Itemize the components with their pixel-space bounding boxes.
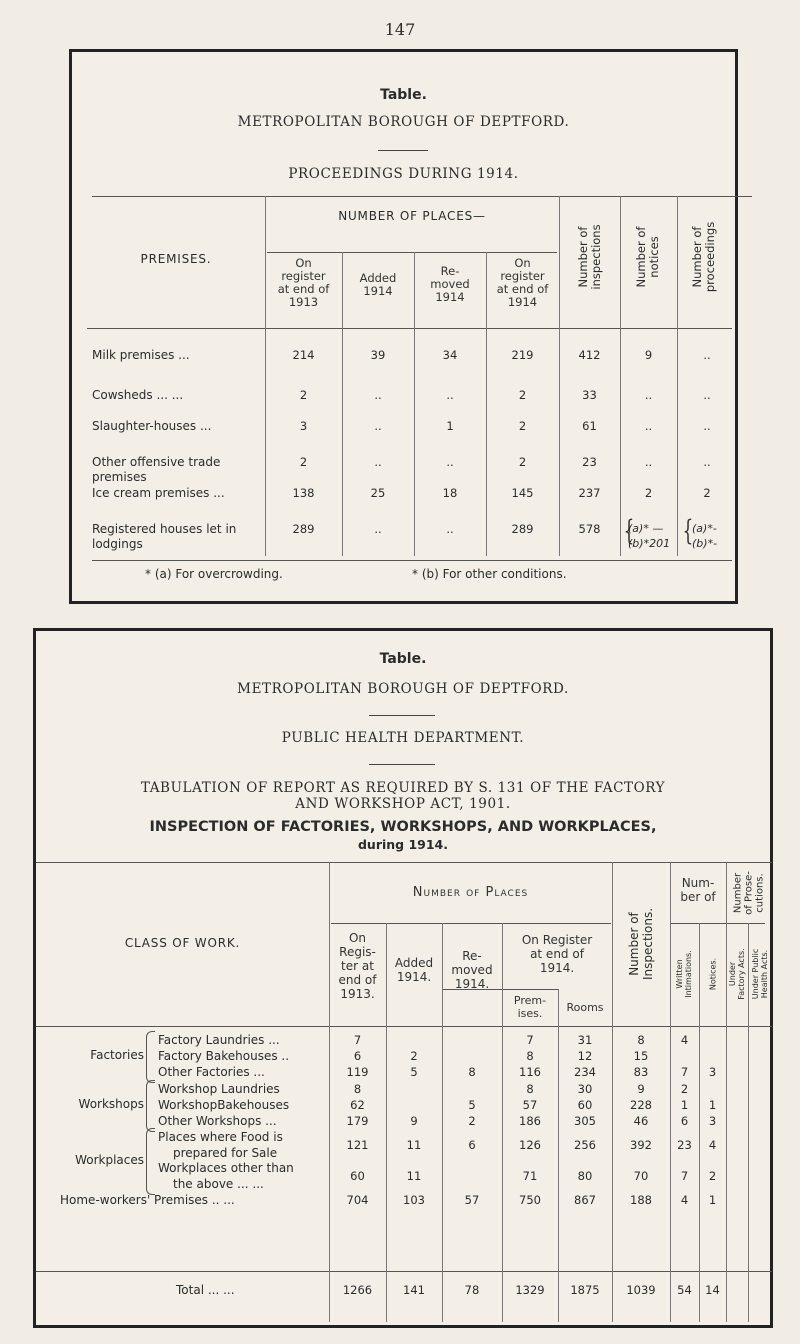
removed-header-2: Re- moved 1914. [451,949,493,991]
value-inspections: 23 [582,455,597,469]
value-total-added: 141 [403,1283,425,1297]
group-label: Factories [90,1048,144,1062]
value-reg1914-premises: 750 [519,1193,541,1207]
value-reg1913: 8 [353,1082,362,1096]
value-total-inspections: 1039 [626,1283,656,1297]
value-notices: 9 [644,348,653,362]
footnote-a: * (a) For overcrowding. [145,567,283,581]
notices-header-2: Notices. [708,957,718,991]
value-inspections: 412 [578,348,601,362]
value-notices: 3 [708,1114,717,1128]
group-brace [146,1080,155,1132]
under-public-health-acts-header: Under Public Health Acts. [751,948,769,1000]
work-class-name: prepared for Sale [173,1146,278,1160]
value-notices: .. [644,419,653,433]
value-added: 11 [406,1138,422,1152]
on-register-1914-header-2: On Register at end of 1914. [521,933,593,975]
value-reg1914-rooms: 305 [574,1114,596,1128]
prosecutions-header: Number of Prose- cutions. [732,871,766,915]
work-class-name: Other Factories ... [158,1065,265,1079]
premises-name: Slaughter-houses ... [92,419,212,433]
premises-name: lodgings [92,537,143,551]
group-brace [146,1031,155,1083]
value-removed: 2 [468,1114,476,1128]
value-written-intimations: 1 [680,1098,689,1112]
work-class-name: Factory Bakehouses .. [158,1049,290,1063]
value-proceedings: .. [703,455,711,469]
value-added: .. [374,522,382,536]
value-inspections: 578 [578,522,601,536]
borough-title: METROPOLITAN BOROUGH OF DEPTFORD. [237,114,570,130]
value-reg1913: 704 [346,1193,369,1207]
value-written-intimations: 2 [680,1082,689,1096]
value-reg1914: 289 [511,522,534,536]
value-added: .. [374,455,382,469]
value-added: 11 [406,1169,422,1183]
value-reg1914-rooms: 60 [577,1098,593,1112]
removed-header: Re- moved 1914 [430,264,470,304]
borough-title-2: METROPOLITAN BOROUGH OF DEPTFORD. [237,681,569,697]
value-proceedings: .. [703,348,711,362]
value-inspections: 392 [630,1138,652,1152]
written-intimations-header: Written Intimations. [675,950,693,998]
value-notices: (a)* — [628,522,664,535]
value-added: 103 [403,1193,425,1207]
value-reg1913: 62 [350,1098,365,1112]
value-inspections: 15 [633,1049,649,1063]
value-reg1914-rooms: 80 [577,1169,593,1183]
value-inspections: 8 [637,1033,645,1047]
on-register-1913-header: On register at end of 1913 [277,256,330,309]
inspections-header: Number of inspections [576,224,603,290]
value-added: .. [374,388,382,402]
group-label: Workshops [78,1097,144,1111]
home-workers-label: Home-workers' Premises .. ... [60,1193,235,1207]
value-notices: 1 [708,1193,717,1207]
value-reg1914: 145 [511,486,534,500]
value-reg1914: 2 [518,388,527,402]
premises-name: Ice cream premises ... [92,486,225,500]
work-class-name: Places where Food is [158,1130,283,1144]
notices-header: Number of notices [634,226,661,288]
value-reg1914-premises: 71 [522,1169,538,1183]
value-reg1914-premises: 126 [519,1138,541,1152]
page-number: 147 [384,20,416,39]
value-reg1914: 2 [518,419,527,433]
value-removed: .. [446,522,454,536]
value-removed: 57 [464,1193,480,1207]
value-total-removed: 78 [464,1283,480,1297]
proceedings-header: Number of proceedings [690,221,717,293]
value-reg1914-rooms: 256 [574,1138,596,1152]
value-notices: 2 [644,486,653,500]
value-removed: .. [446,455,454,469]
total-label: Total ... ... [176,1283,235,1297]
inspections-header-2: Number of Inspections. [627,907,655,981]
footnote-b: * (b) For other conditions. [412,567,567,581]
value-removed: 6 [468,1138,476,1152]
value-reg1913: 7 [353,1033,362,1047]
value-notices: 4 [708,1138,717,1152]
value-removed: 34 [442,348,458,362]
value-added: .. [374,419,382,433]
value-reg1913: 2 [299,455,308,469]
value-reg1914-rooms: 12 [577,1049,593,1063]
value-reg1913: 214 [292,348,315,362]
value-written-intimations: 4 [680,1033,689,1047]
value-proceedings: 2 [703,486,711,500]
value-reg1914-rooms: 867 [574,1193,596,1207]
value-inspections: 228 [630,1098,652,1112]
value-added: 9 [410,1114,418,1128]
value-reg1913: 179 [346,1114,369,1128]
value-inspections: 70 [633,1169,649,1183]
value-removed: 1 [446,419,454,433]
value-reg1914-premises: 186 [519,1114,541,1128]
number-of-places-header-2: Number of Places [412,885,529,900]
value-removed: 18 [442,486,458,500]
value-added: 25 [370,486,386,500]
value-reg1913: 60 [350,1169,365,1183]
value-removed: 8 [468,1065,476,1079]
value-total-reg1914-rooms: 1875 [570,1283,600,1297]
class-of-work-header: CLASS OF WORK. [124,936,241,950]
value-proceedings: .. [703,419,711,433]
value-total-written-intimations: 54 [677,1283,692,1297]
proceedings-table [69,49,738,604]
premises-name: Milk premises ... [92,348,190,362]
rooms-header: Rooms [566,1001,604,1014]
value-reg1913: 2 [299,388,308,402]
value-reg1914: 219 [511,348,534,362]
value-reg1914-rooms: 31 [577,1033,593,1047]
value-total-notices: 14 [705,1283,720,1297]
number-of-places-header: NUMBER OF PLACES— [338,209,486,223]
premises-name: Registered houses let in [92,522,237,536]
premises-name: Other offensive trade [92,455,221,469]
value-reg1913: 6 [353,1049,362,1063]
value-removed: 5 [468,1098,476,1112]
value-proceedings: (b)*- [692,537,718,550]
value-written-intimations: 7 [680,1065,689,1079]
value-notices: 1 [708,1098,717,1112]
value-written-intimations: 7 [680,1169,689,1183]
value-inspections: 9 [637,1082,645,1096]
work-class-name: WorkshopBakehouses [158,1098,290,1112]
value-total-reg1914-premises: 1329 [515,1283,545,1297]
work-class-name: Workshop Laundries [158,1082,280,1096]
value-reg1913: 121 [346,1138,369,1152]
value-added: 5 [410,1065,418,1079]
value-reg1914-rooms: 234 [574,1065,596,1079]
group-brace [146,1128,155,1195]
inspection-title: INSPECTION OF FACTORIES, WORKSHOPS, AND WORKPLACES, [149,819,657,835]
value-inspections: 61 [582,419,597,433]
premises-header: PREMISES. [140,252,212,266]
on-register-1914-header: On register at end of 1914 [496,256,549,309]
factory-inspection-table [33,628,773,1328]
value-reg1914-premises: 8 [526,1082,534,1096]
brace: { [623,514,635,547]
value-written-intimations: 23 [677,1138,692,1152]
work-class-name: Other Workshops ... [158,1114,277,1128]
brace: { [682,514,694,547]
value-added: 2 [410,1049,418,1063]
added-header: Added 1914 [359,271,397,298]
group-label: Workplaces [75,1152,144,1167]
value-written-intimations: 4 [680,1193,689,1207]
value-notices: 3 [708,1065,717,1079]
value-added: 39 [370,348,386,362]
value-reg1913: 138 [292,486,315,500]
number-of-header: Num- ber of [680,876,716,904]
value-written-intimations: 6 [680,1114,689,1128]
premises-name: premises [92,470,147,484]
value-total-reg1913: 1266 [342,1283,373,1297]
value-reg1914-rooms: 30 [577,1082,593,1096]
value-inspections: 33 [582,388,597,402]
value-removed: .. [446,388,454,402]
tabulation-title: TABULATION OF REPORT AS REQUIRED BY S. 131 OF THE FACTORY AND WORKSHOP ACT, 1901. [140,780,666,812]
value-reg1914-premises: 116 [519,1065,541,1079]
value-reg1914-premises: 8 [526,1049,534,1063]
work-class-name: Factory Laundries ... [158,1033,280,1047]
on-register-1913-header-2: On Regis- ter at end of 1913. [338,931,377,1001]
value-reg1914-premises: 7 [526,1033,534,1047]
value-notices: (b)*201 [628,537,671,550]
value-notices: 2 [708,1169,717,1183]
work-class-name: the above ... ... [173,1177,264,1191]
value-proceedings: (a)*- [692,522,717,535]
added-header-2: Added 1914. [394,956,434,984]
value-inspections: 237 [578,486,601,500]
table-label: Table. [380,87,427,103]
premises-header-2: Prem- ises. [513,994,547,1020]
value-reg1913: 289 [292,522,315,536]
value-notices: .. [644,388,653,402]
premises-name: Cowsheds ... ... [92,388,184,402]
work-class-name: Workplaces other than [158,1161,294,1175]
value-reg1914-premises: 57 [522,1098,538,1112]
during-year: during 1914. [357,837,449,852]
value-reg1914: 2 [518,455,527,469]
table-label-2: Table. [379,651,427,667]
proceedings-subtitle: PROCEEDINGS DURING 1914. [288,166,519,182]
value-proceedings: .. [703,388,711,402]
department-title: PUBLIC HEALTH DEPARTMENT. [281,730,525,746]
value-inspections: 46 [633,1114,649,1128]
value-reg1913: 119 [346,1065,369,1079]
under-factory-acts-header: Under Factory Acts. [728,948,746,1000]
value-inspections: 188 [630,1193,652,1207]
value-reg1913: 3 [299,419,308,433]
value-notices: .. [644,455,653,469]
value-inspections: 83 [633,1065,649,1079]
